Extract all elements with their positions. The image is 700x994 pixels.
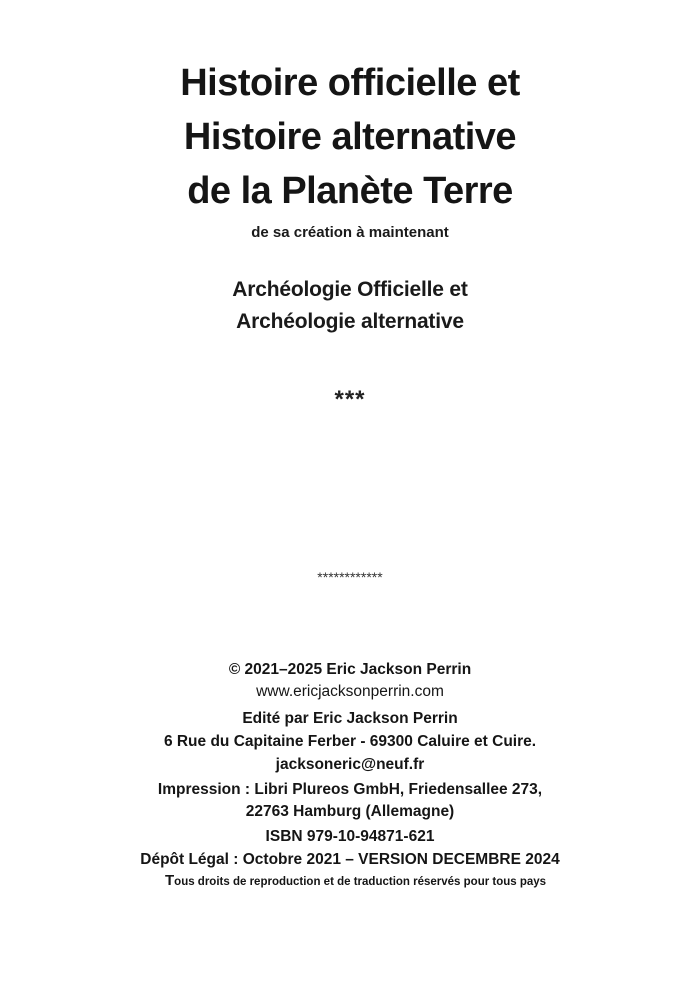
rights-initial: T xyxy=(165,872,175,889)
rights-notice xyxy=(165,872,546,889)
section-title-line-2: Archéologie alternative xyxy=(236,310,464,333)
legal-deposit: Dépôt Légal : Octobre 2021 – VERSION DECEMBRE 2024 xyxy=(140,851,560,868)
title-line-1: Histoire officielle et xyxy=(180,62,520,104)
printer-line-1: Impression : Libri Plureos GmbH, Friedensallee 273, xyxy=(157,781,543,798)
separator-stars-small: ************ xyxy=(317,569,383,585)
rights-text: ous droits de reproduction et de traduction réservés pour tous pays xyxy=(174,876,547,888)
printer-line-2: 22763 Hamburg (Allemagne) xyxy=(245,803,455,820)
subtitle: de sa création à maintenant xyxy=(251,224,449,241)
copyright: © 2021–2025 Eric Jackson Perrin xyxy=(228,661,472,678)
separator-stars: *** xyxy=(334,386,366,413)
isbn: ISBN 979-10-94871-621 xyxy=(265,828,435,845)
editor: Edité par Eric Jackson Perrin xyxy=(242,710,458,727)
section-title-line-1: Archéologie Officielle et xyxy=(232,278,468,301)
title-line-3: de la Planète Terre xyxy=(187,170,513,212)
email-link[interactable]: jacksoneric@neuf.fr xyxy=(275,756,425,773)
address: 6 Rue du Capitaine Ferber - 69300 Caluire et Cuire. xyxy=(163,733,537,750)
title-line-2: Histoire alternative xyxy=(183,116,517,158)
website-link[interactable]: www.ericjacksonperrin.com xyxy=(256,683,444,700)
